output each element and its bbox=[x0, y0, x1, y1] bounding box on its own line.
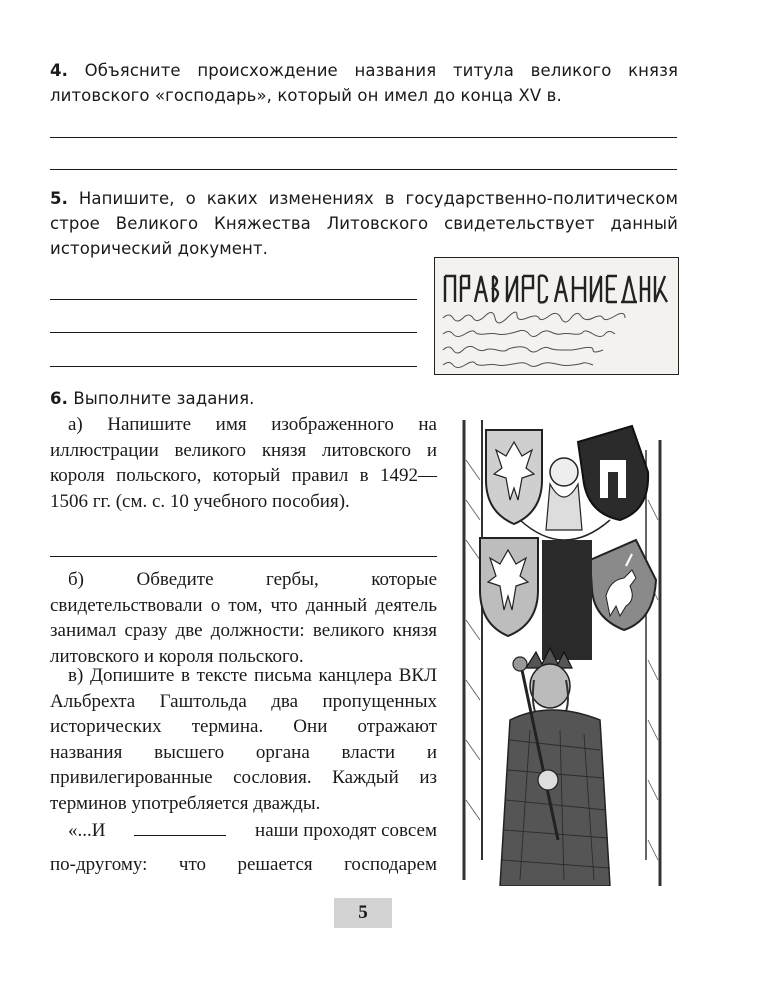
quote-line-1 bbox=[68, 818, 437, 844]
engraving-drawing bbox=[460, 420, 673, 886]
historical-document-image bbox=[434, 257, 679, 375]
quote-start: «...И bbox=[68, 820, 106, 841]
answer-line[interactable] bbox=[50, 299, 417, 300]
task-5-number: 5. bbox=[50, 189, 68, 208]
task-6-number: 6. bbox=[50, 389, 68, 408]
task-5 bbox=[50, 186, 678, 261]
task-6-heading-text: Выполните задания. bbox=[73, 389, 255, 408]
answer-line[interactable] bbox=[50, 137, 677, 138]
answer-line[interactable] bbox=[50, 332, 417, 333]
task-4 bbox=[50, 58, 678, 108]
answer-line[interactable] bbox=[50, 366, 417, 367]
quote-mid: наши проходят совсем bbox=[255, 820, 437, 841]
grand-duke-engraving bbox=[460, 420, 673, 886]
task-6-heading bbox=[50, 386, 255, 411]
quote-blank[interactable] bbox=[134, 821, 226, 836]
task-6c-text: в) Допишите в тексте письма канцлера ВКЛ Альбрехта Гаштольда два пропущенных исторических термина. Они отражают названия высшего органа власти и привилегированные сословия. Каждый из терминов употребляется дважды. bbox=[50, 665, 437, 814]
task-6b-text: б) Обведите гербы, которые свидетельствовали о том, что данный деятель занимал сразу две должности: великого князя литовского и короля польского. bbox=[50, 569, 437, 667]
quote-line-2-text: по-другому: что решается господарем bbox=[50, 854, 437, 875]
task-4-text: Объясните происхождение названия титула великого князя литовского «господарь», который он имел до конца XV в. bbox=[50, 61, 678, 105]
task-4-number: 4. bbox=[50, 61, 68, 80]
task-6a-text: а) Напишите имя изображенного на иллюстрации великого князя литовского и короля польского, который правил в 1492—1506 гг. (см. с. 10 учебного пособия). bbox=[50, 414, 437, 512]
manuscript-drawing bbox=[435, 258, 678, 374]
quote-line-2 bbox=[50, 852, 437, 878]
answer-line[interactable] bbox=[50, 169, 677, 170]
answer-line[interactable] bbox=[50, 556, 437, 557]
page-number: 5 bbox=[334, 898, 392, 928]
task-5-text: Напишите, о каких изменениях в государственно-политическом строе Великого Княжества Литовского свидетельствует данный исторический документ. bbox=[50, 189, 678, 258]
